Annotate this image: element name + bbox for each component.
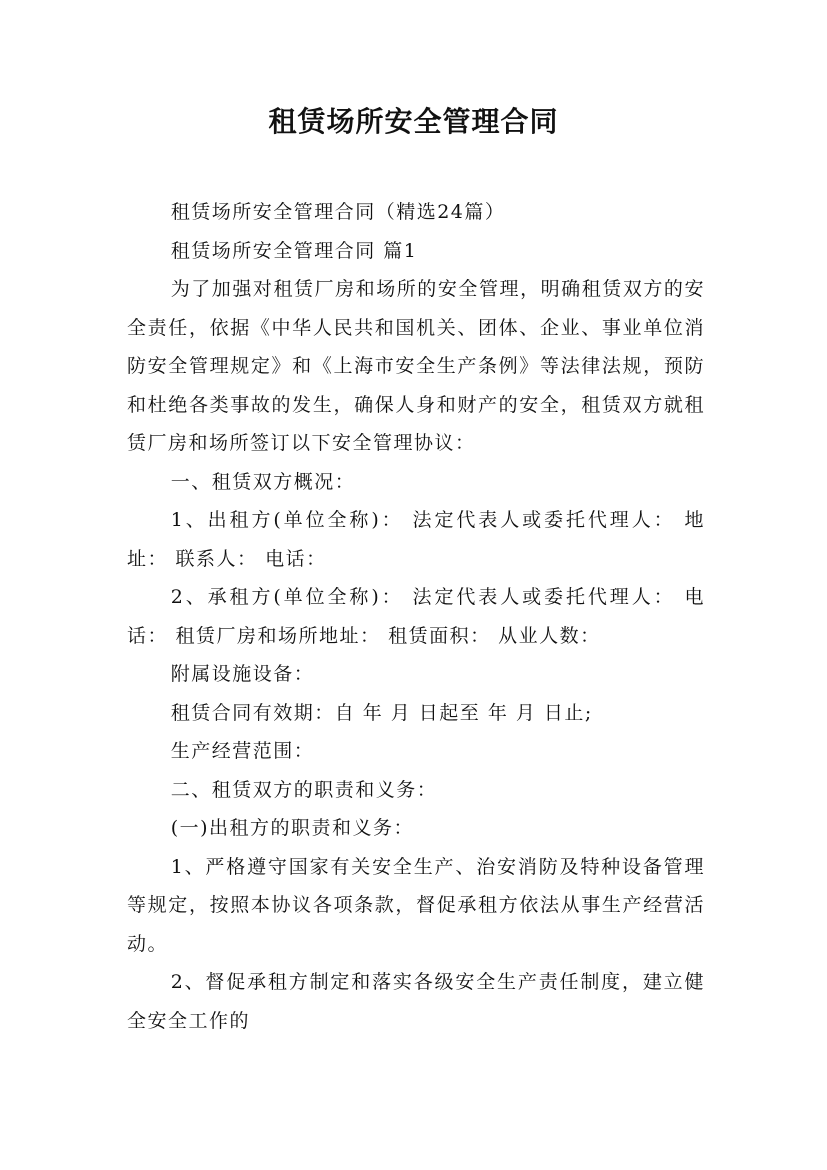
document-body	[127, 193, 705, 1040]
paragraph-scope: 生产经营范围：	[170, 740, 315, 762]
paragraph-intro: 为了加强对租赁厂房和场所的安全管理，明确租赁双方的安全责任，依据《中华人民共和国机关、团体、企业、事业单位消防安全管理规定》和《上海市安全生产条例》等法律法规，预防和杜绝各类事故的发生，确保人身和财产的安全，租赁双方就租赁厂房和场所签订以下安全管理协议：	[127, 278, 705, 454]
paragraph-duty-2: 2、督促承租方制定和落实各级安全生产责任制度，建立健全安全工作的	[127, 971, 705, 1032]
document-title: 租赁场所安全管理合同	[268, 105, 559, 138]
paragraph-section-heading: 租赁场所安全管理合同 篇1	[170, 239, 418, 262]
paragraph-duty-1: 1、严格遵守国家有关安全生产、治安消防及特种设备管理等规定，按照本协议各项条款，督促承租方依法从事生产经营活动。	[127, 855, 705, 955]
paragraph-term: 租赁合同有效期：自 年 月 日起至 年 月 日止;	[170, 701, 593, 724]
paragraph-subtitle: 租赁场所安全管理合同（精选24篇）	[170, 201, 506, 223]
paragraph-lessor: 1、出租方(单位全称)： 法定代表人或委托代理人： 地址： 联系人： 电话：	[127, 509, 705, 570]
paragraph-duties-heading: 二、租赁双方的职责和义务：	[170, 778, 438, 801]
paragraph-lessor-duties-heading: (一)出租方的职责和义务：	[170, 817, 415, 839]
paragraph-lessee: 2、承租方(单位全称)： 法定代表人或委托代理人： 电话： 租赁厂房和场所地址： 租赁面积： 从业人数：	[127, 586, 705, 647]
paragraph-facilities: 附属设施设备：	[170, 663, 315, 685]
paragraph-parties-heading: 一、租赁双方概况：	[170, 470, 356, 493]
